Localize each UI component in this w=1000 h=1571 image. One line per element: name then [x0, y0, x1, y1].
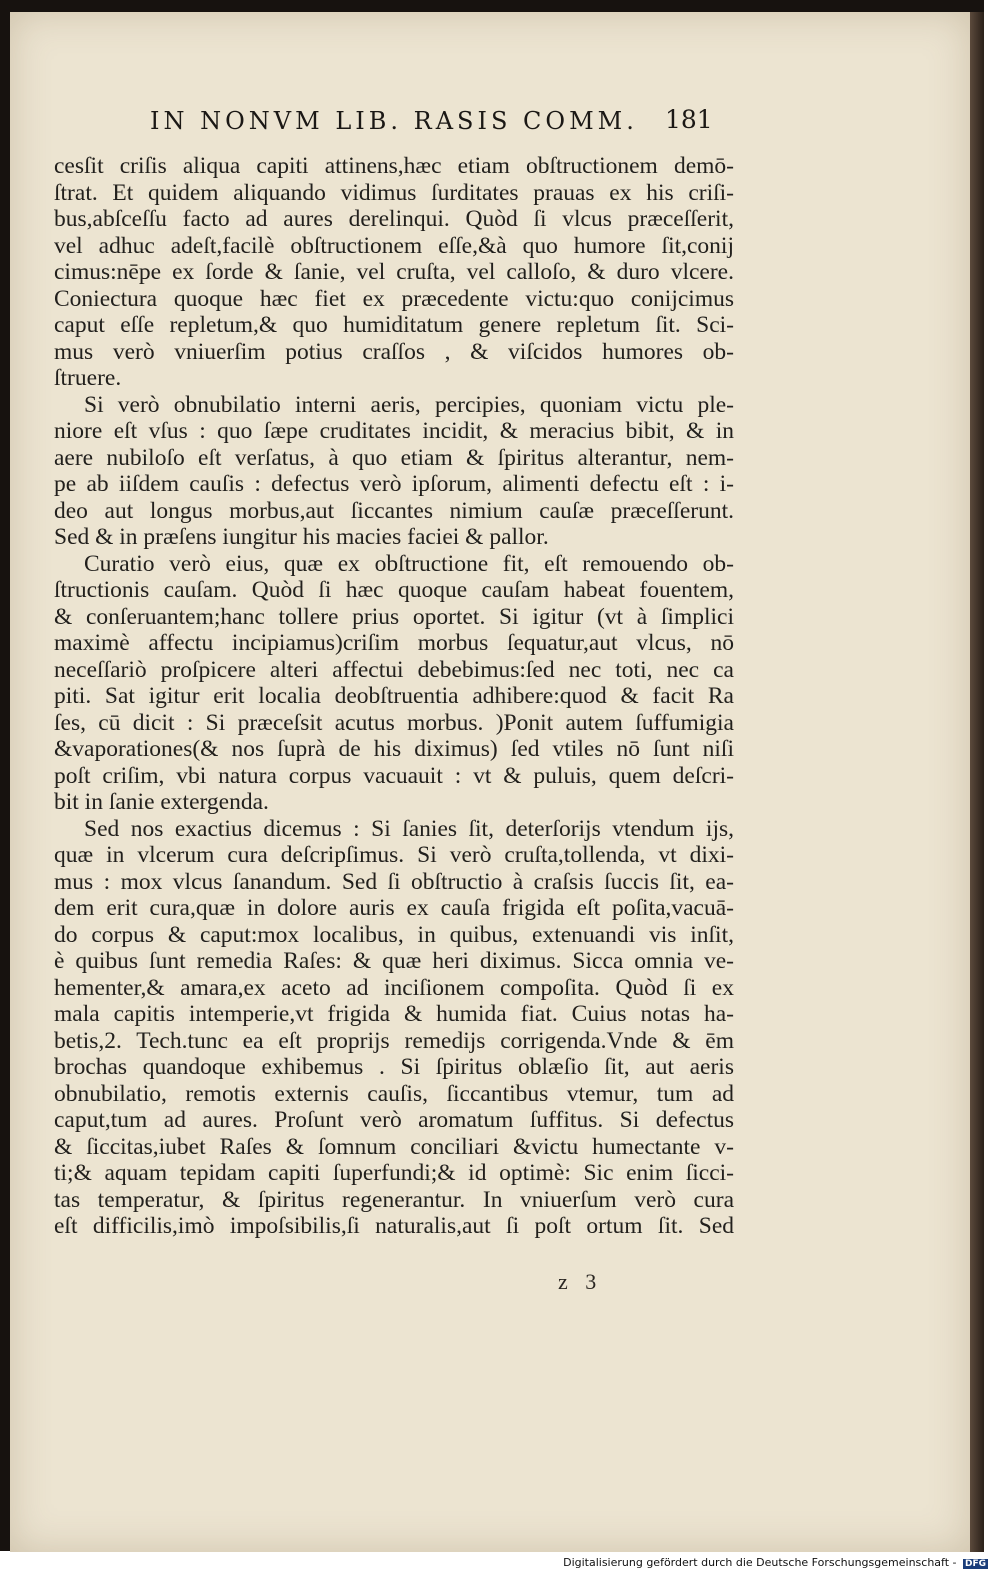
text-line: betis,2. Tech.tunc ea eſt proprijs remedijs corrigenda.Vnde & ēm — [54, 1027, 734, 1054]
text-line: caput,tum ad aures. Proſunt verò aromatum ſuffitus. Si defectus — [54, 1107, 734, 1133]
text-line: ti;& aquam tepidam capiti ſuperfundi;& id optimè: Sic enim ſicci- — [54, 1160, 734, 1186]
text-line: mus verò vniuerſim potius craſſos , & viſcidos humores ob- — [54, 338, 734, 365]
text-line: deo aut longus morbus,aut ſiccantes nimium cauſæ præceſſerunt. — [54, 497, 734, 524]
text-line: & ſiccitas,iubet Raſes & ſomnum conciliari &victu humectante v- — [54, 1133, 734, 1160]
text-line: mus : mox vlcus ſanandum. Sed ſi obſtructio à craſsis ſuccis ſit, ea- — [54, 868, 734, 895]
running-head: IN NONVM LIB. RASIS COMM. — [150, 107, 638, 135]
text-line: &vaporationes(& nos ſuprà de his diximus) ſed vtiles nō ſunt niſi — [54, 736, 734, 762]
credit-text: Digitalisierung gefördert durch die Deutsche Forschungsgemeinschaft - — [563, 1556, 957, 1569]
text-line: & conſeruantem;hanc tollere prius oportet. Si igitur (vt à ſimplici — [54, 603, 734, 630]
text-line: Curatio verò eius, quæ ex obſtructione fit, eſt remouendo ob- — [84, 550, 734, 577]
text-line: pe ab iiſdem cauſis : defectus verò ipſorum, alimenti defectu eſt : i- — [54, 471, 734, 497]
text-line: do corpus & caput:mox localibus, in quibus, extenuandi vis inſit, — [54, 921, 734, 948]
text-line: bus,abſceſſu facto ad aures derelinqui. Quòd ſi vlcus præceſſerit, — [54, 206, 734, 232]
text-line: ſtruere. — [54, 365, 122, 391]
book-page — [10, 12, 970, 1552]
text-line: niore eſt vſus : quo ſæpe cruditates incidit, & meracius bibit, & in — [54, 418, 734, 444]
text-line: Sed nos exactius dicemus : Si ſanies ſit, deterſorijs vtendum ijs, — [84, 815, 734, 842]
text-line: neceſſariò proſpicere alteri affectui debebimus:ſed nec toti, nec ca — [54, 656, 734, 683]
text-line: brochas quandoque exhibemus . Si ſpiritus oblæſio ſit, aut aeris — [54, 1054, 734, 1080]
text-line: è quibus ſunt remedia Raſes: & quæ heri diximus. Sicca omnia ve- — [54, 948, 734, 974]
text-line: hementer,& amara,ex aceto ad inciſionem compoſita. Quòd ſi ex — [54, 974, 734, 1001]
text-line: vel adhuc adeſt,facilè obſtructionem eſſe,&à quo humore ſit,conij — [54, 232, 734, 259]
text-line: maximè affectu incipiamus)criſim morbus ſequatur,aut vlcus, nō — [54, 630, 734, 656]
text-line: ſtructionis cauſam. Quòd ſi hæc quoque cauſam habeat fouentem, — [54, 577, 734, 603]
text-line: quæ in vlcerum cura deſcripſimus. Si verò cruſta,tollenda, vt dixi- — [54, 842, 734, 868]
text-line: piti. Sat igitur erit localia deobſtruentia adhibere:quod & facit Ra — [54, 683, 734, 709]
digitization-credit — [563, 1556, 988, 1569]
text-line: eſt difficilis,imò impoſsibilis,ſi naturalis,aut ſi poſt ortum ſit. Sed — [54, 1213, 734, 1239]
text-line: ſtrat. Et quidem aliquando vidimus ſurditates prauas ex his criſi- — [54, 179, 734, 206]
page-number: 181 — [665, 105, 713, 134]
text-line: Sed & in præſens iungitur his macies faciei & pallor. — [54, 524, 549, 550]
text-line: Coniectura quoque hæc fiet ex præcedente victu:quo conijcimus — [54, 285, 734, 312]
text-line: tas temperatur, & ſpiritus regenerantur. In vniuerſum verò cura — [54, 1186, 734, 1213]
text-line: aere nubiloſo eſt verſatus, à quo etiam & ſpiritus alterantur, nem- — [54, 444, 734, 471]
page-edge — [970, 12, 984, 1552]
text-line: obnubilatio, remotis externis cauſis, ſiccantibus vtemur, tum ad — [54, 1080, 734, 1107]
text-line: poſt criſim, vbi natura corpus vacuauit : vt & puluis, quem deſcri- — [54, 762, 734, 789]
text-line: cesſit criſis aliqua capiti attinens,hæc etiam obſtructionem demō- — [54, 153, 734, 179]
text-line: dem erit cura,quæ in dolore auris ex cauſa frigida eſt poſita,vacuā- — [54, 895, 734, 921]
text-line: Si verò obnubilatio interni aeris, percipies, quoniam victu ple- — [84, 391, 734, 418]
dfg-logo: DFG — [964, 1559, 986, 1569]
text-line: bit in ſanie extergenda. — [54, 789, 269, 815]
text-line: cimus:nēpe ex ſorde & ſanie, vel cruſta, vel calloſo, & duro vlcere. — [54, 259, 734, 285]
signature-mark: z 3 — [558, 1269, 603, 1294]
text-line: mala capitis intemperie,vt frigida & humida fiat. Cuius notas ha- — [54, 1001, 734, 1027]
text-line: ſes, cū dicit : Si præceſsit acutus morbus. )Ponit autem ſuffumigia — [54, 709, 734, 736]
body-text — [54, 153, 734, 1240]
text-line: caput eſſe repletum,& quo humiditatum genere repletum ſit. Sci- — [54, 312, 734, 338]
